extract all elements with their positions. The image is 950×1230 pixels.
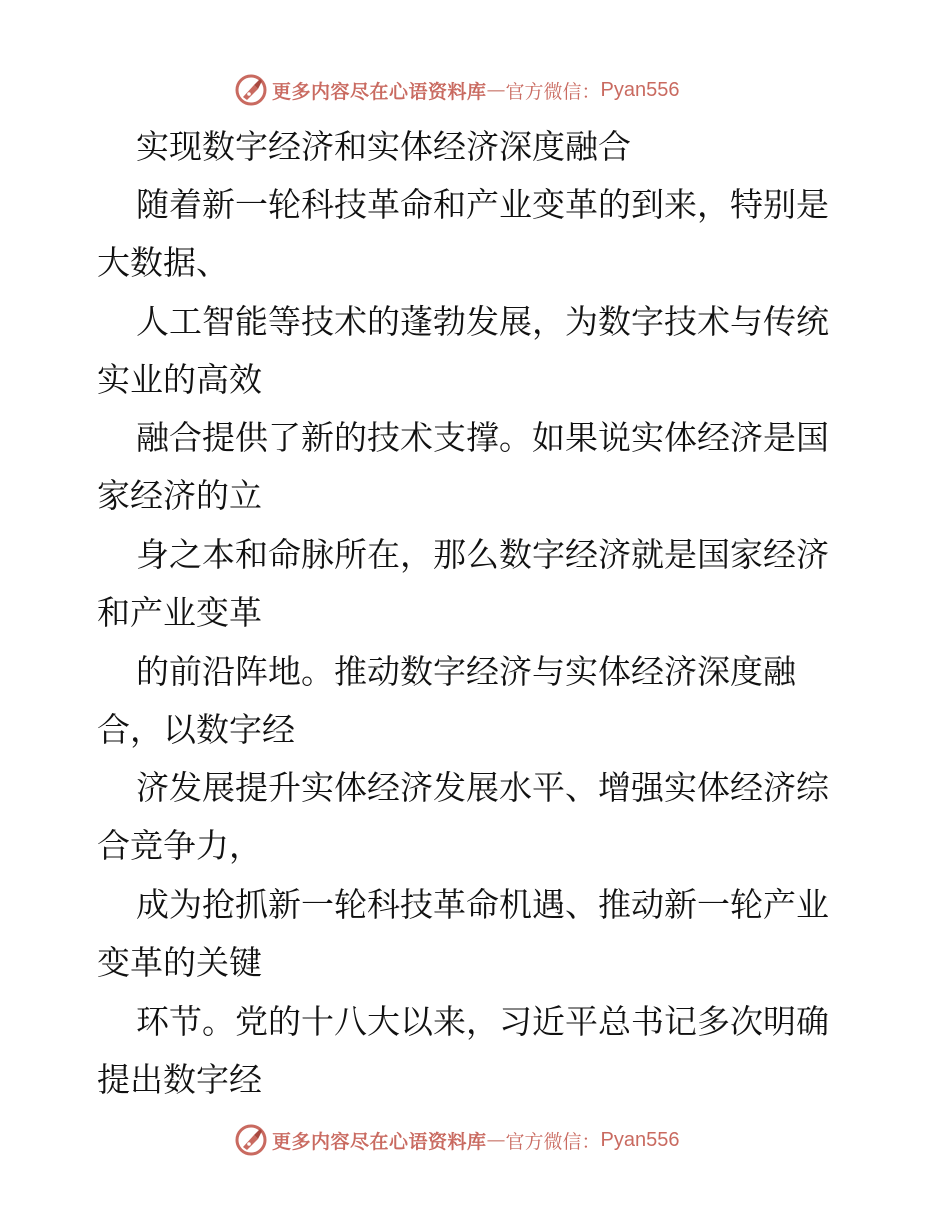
body-line: 实业的高效 [97,360,262,399]
body-line: 变革的关键 [97,943,262,982]
banner-wechat-id: Pyan556 [600,78,680,101]
footer-banner-content [234,1120,680,1160]
body-line: 合，以数字经 [97,710,295,749]
body-line: 环节。党的十八大以来，习近平总书记多次明确 [136,1002,829,1041]
banner-dash: — [486,1129,506,1151]
footer-banner [0,1120,950,1160]
body-line: 实现数字经济和实体经济深度融合 [136,127,631,166]
body-line: 随着新一轮科技革命和产业变革的到来，特别是 [136,185,829,224]
body-line: 大数据、 [97,243,229,282]
body-line: 人工智能等技术的蓬勃发展，为数字技术与传统 [136,302,829,341]
body-line: 身之本和命脉所在，那么数字经济就是国家经济 [136,535,829,574]
body-line: 成为抢抓新一轮科技革命机遇、推动新一轮产业 [136,885,829,924]
body-line: 家经济的立 [97,476,262,515]
pen-nib-logo-icon [234,1123,268,1157]
body-line: 和产业变革 [97,593,262,632]
banner-wechat-id: Pyan556 [600,1128,680,1151]
body-line: 融合提供了新的技术支撑。如果说实体经济是国 [136,418,829,457]
banner-dash: — [486,79,506,101]
body-line: 合竞争力， [97,826,262,865]
body-line: 济发展提升实体经济发展水平、增强实体经济综 [136,768,829,807]
banner-wechat-label: 官方微信： [505,80,601,103]
body-line: 提出数字经 [97,1060,262,1099]
banner-main-text: 更多内容尽在心语资料库 [272,1130,487,1153]
body-line: 的前沿阵地。推动数字经济与实体经济深度融 [136,652,796,691]
banner-main-text: 更多内容尽在心语资料库 [272,80,487,103]
banner-wechat-label: 官方微信： [505,1130,601,1153]
